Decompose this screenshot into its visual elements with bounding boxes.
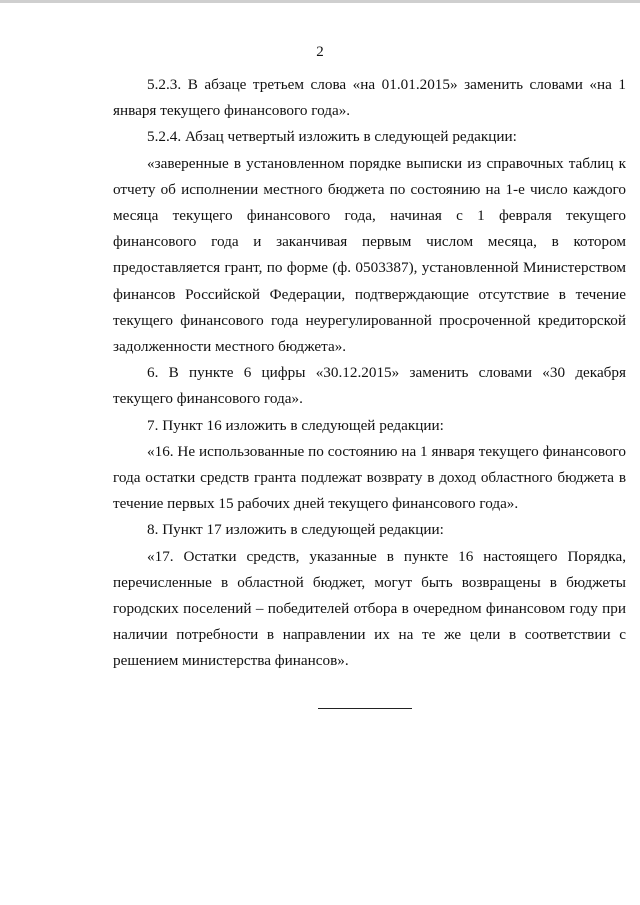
- paragraph-7: 7. Пункт 16 изложить в следующей редакции:: [147, 416, 444, 434]
- document-body: [113, 72, 626, 675]
- paragraph-8: 8. Пункт 17 изложить в следующей редакции:: [147, 521, 444, 539]
- paragraph-5-2-3: 5.2.3. В абзаце третьем слова «на 01.01.2015» заменить словами «на 1 января текущего финансового года».: [113, 76, 626, 120]
- paragraph-6: 6. В пункте 6 цифры «30.12.2015» заменить словами «30 декабря текущего финансового года».: [113, 364, 626, 408]
- scan-top-edge: [0, 0, 640, 3]
- paragraph-quote-abzac: «заверенные в установленном порядке выписки из справочных таблиц к отчету об исполнении местного бюджета по состоянию на 1-е число каждого месяца текущего финансового года, начиная с 1 февраля текущего финансового года и заканчивая первым числом месяца, в котором предоставляется грант, по форме (ф. 0503387), установленной Министерством финансов Российской Федерации, подтверждающие отсутствие в течение текущего финансового года неурегулированной просроченной кредиторской задолженности местного бюджета».: [113, 154, 626, 356]
- paragraph-5-2-4: 5.2.4. Абзац четвертый изложить в следующей редакции:: [147, 128, 517, 146]
- paragraph-quote-16: «16. Не использованные по состоянию на 1 января текущего финансового года остатки средств гранта подлежат возврату в доход областного бюджета в течение первых 15 рабочих дней текущего финансового года».: [113, 442, 626, 513]
- page-number: 2: [316, 44, 324, 60]
- paragraph-quote-17: «17. Остатки средств, указанные в пункте 16 настоящего Порядка, перечисленные в областной бюджет, могут быть возвращены в бюджеты городских поселений – победителей отбора в очередном финансовом году при наличии потребности в направлении их на те же цели в соответствии с решением министерства финансов».: [113, 547, 626, 670]
- end-separator-line: [318, 708, 412, 709]
